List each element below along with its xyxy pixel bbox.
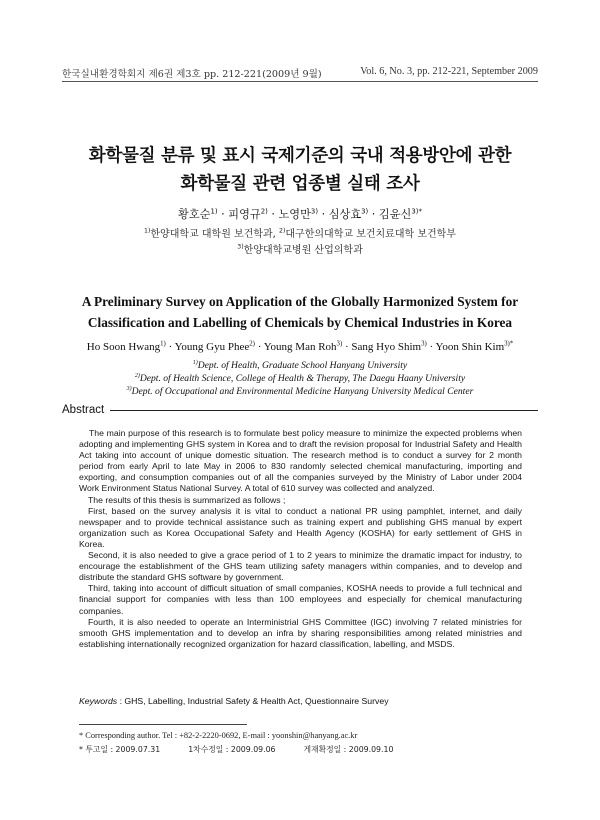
affil-mark: 1) — [192, 359, 198, 366]
english-affiliation-line — [40, 385, 560, 398]
affiliation: 한양대학교 대학원 보건학과, — [150, 229, 280, 240]
korean-affiliation-line — [40, 243, 560, 259]
affiliation: 대구한의대학교 보건치료대학 보건학부 — [285, 229, 456, 240]
author-affil-mark: 3)* — [504, 340, 514, 348]
affil-mark: 1) — [144, 227, 151, 235]
abstract-paragraph: The main purpose of this research is to formulate best policy measure to minimize the expected problems when adopting and implementing GHS system in Korea and to draft the revision proposal for Industrial Safety and Health Act taking into account of unique domestic situation. The research method is to conduct a survey for 2 month period from early April to late May in 2006 to 830 randomly selected chemical manufacturing, importing and exporting, and consumption companies out of all the companies surveyed by the Ministry of Labor under 2004 Work Environment Status National Survey. A total of 610 survey was collected and analyzed. — [79, 428, 522, 494]
author: Sang Hyo Shim — [351, 341, 422, 353]
author-affil-mark: 3) — [421, 340, 427, 348]
korean-title — [40, 142, 560, 198]
affiliation: Dept. of Health, Graduate School Hanyang University — [197, 360, 408, 371]
author-affil-mark: 2) — [249, 340, 255, 348]
footnotes — [79, 729, 522, 757]
author-affil-mark: 3) — [361, 207, 369, 216]
journal-header-korean: 한국실내환경학회지 제6권 제3호 pp. 212-221(2009년 9월) — [62, 69, 322, 80]
author-affil-mark: 2) — [260, 207, 268, 216]
keywords — [79, 696, 522, 706]
affil-mark: 2) — [134, 372, 140, 379]
abstract-paragraph: Third, taking into account of difficult situation of small companies, KOSHA needs to provide a full technical and financial support for companies with less than 100 employees and especially for chemical manufacturing companies. — [79, 583, 522, 616]
english-affiliation-line — [40, 359, 560, 372]
affiliation: Dept. of Occupational and Environmental Medicine Hanyang University Medical Center — [131, 386, 474, 397]
affil-mark: 3) — [237, 243, 244, 251]
abstract-rule — [110, 410, 538, 411]
author-affil-mark: 3) — [336, 340, 343, 348]
affil-mark: 2) — [279, 227, 286, 235]
author: 피영규 — [228, 208, 261, 221]
korean-title-line: 화학물질 분류 및 표시 국제기준의 국내 적용방안에 관한 — [88, 146, 512, 166]
author-affil-mark: 3)* — [411, 207, 422, 216]
received-date: * 투고일 : 2009.07.31 — [79, 745, 161, 754]
footnote-divider — [79, 724, 247, 725]
abstract-heading-label: Abstract — [62, 404, 105, 416]
corresponding-author-note: * Corresponding author. Tel : +82-2-2220-0692, E-mail : yoonshin@hanyang.ac.kr — [79, 731, 358, 740]
affiliation: 한양대학교병원 산업의학과 — [243, 245, 363, 256]
korean-affiliation-line — [40, 227, 560, 243]
author: 노영만 — [278, 208, 311, 221]
abstract-paragraph: First, based on the survey analysis it is vital to conduct a national PR using pamphlet, internet, and daily newspaper and to provide technical assistance such as training expert and publishing GHS manual by expert organization such as Korea Occupational Safety and Health Agency (KOSHA) for early settlement of GHS in Korea. — [79, 505, 522, 549]
affiliation: Dept. of Health Science, College of Health & Therapy, The Daegu Haany University — [139, 373, 466, 384]
abstract-paragraph: Second, it is also needed to give a grace period of 1 to 2 years to minimize the dramatic impact for industry, to encourage the establishment of the GHS team utilizing safety managers within companies, and to develop and distribute the standard GHS software by government. — [79, 550, 522, 583]
korean-title-line: 화학물질 관련 업종별 실태 조사 — [180, 174, 420, 194]
author: Yoon Shin Kim — [435, 341, 505, 353]
header-divider — [62, 81, 538, 82]
author: 심상효 — [328, 208, 362, 221]
english-title-line: Classification and Labelling of Chemicals by Chemical Industries in Korea — [87, 315, 513, 330]
running-header — [62, 66, 538, 80]
abstract-paragraph: Fourth, it is also needed to operate an Interministrial GHS Committee (IGC) involving 7 related ministries for smooth GHS implementation and to develop an infra by sharing responsibilities among related ministries and establishing internationally recognized organization for hazard classification, labelling, and MSDS. — [79, 616, 522, 649]
revised-date: 1차수정일 : 2009.09.06 — [188, 745, 276, 754]
journal-header-english: Vol. 6, No. 3, pp. 212-221, September 2009 — [360, 66, 538, 77]
korean-affiliations — [40, 227, 560, 259]
author: 황호순 — [178, 208, 211, 221]
author: Ho Soon Hwang — [86, 341, 161, 353]
english-author-list: Ho Soon Hwang$^{1)}$ · Young Gyu Phee$^{2)}$ · Young Man Roh$^{3)}$ · Sang Hyo Shim$^{3)}$ · Yoon Shin Kim$^{3)*}$ — [86, 340, 514, 353]
english-title-line: A Preliminary Survey on Application of the Globally Harmonized System for — [81, 294, 519, 309]
english-affiliation-line — [40, 372, 560, 385]
korean-author-list: 황호순$^{1)}$ · 피영규$^{2)}$ · 노영만$^{3)}$ · 심상효$^{3)}$ · 김윤신$^{3)*}$ — [178, 207, 422, 221]
english-affiliations — [40, 359, 560, 398]
abstract-body — [79, 428, 522, 650]
affil-mark: 3) — [126, 385, 132, 392]
keywords-text: : GHS, Labelling, Industrial Safety & Health Act, Questionnaire Survey — [117, 696, 389, 706]
author-affil-mark: 3) — [310, 207, 319, 216]
english-title — [40, 291, 560, 333]
author: Young Man Roh — [263, 341, 337, 353]
submission-dates — [79, 743, 522, 757]
abstract-paragraph: The results of this thesis is summarized as follows ; — [88, 494, 286, 505]
accepted-date: 게재확정일 : 2009.09.10 — [303, 745, 394, 754]
author-affil-mark: 1) — [210, 207, 218, 216]
author: Young Gyu Phee — [174, 341, 250, 353]
abstract-heading — [62, 404, 538, 416]
author: 김윤신 — [378, 208, 412, 221]
author-affil-mark: 1) — [160, 340, 166, 348]
keywords-label: Keywords — [79, 696, 118, 706]
